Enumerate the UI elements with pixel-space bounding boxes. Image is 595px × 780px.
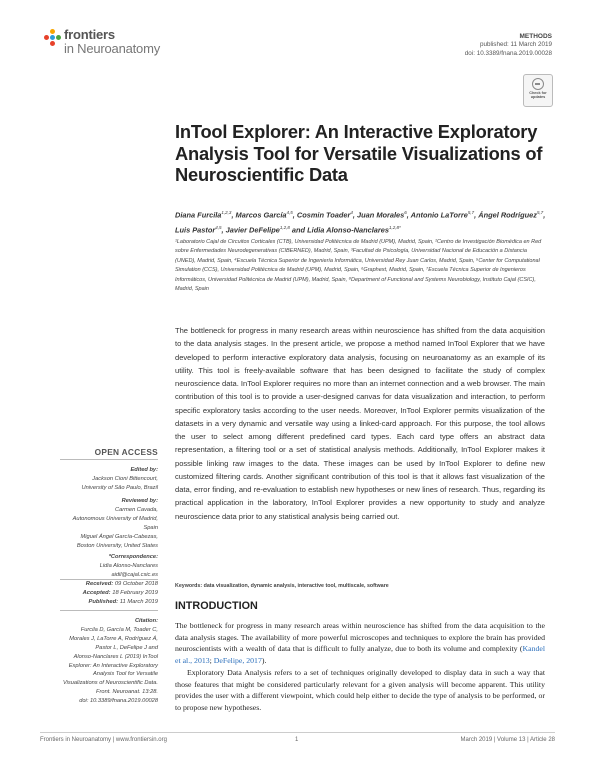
- footer-rule: [40, 732, 555, 733]
- introduction-body: [175, 620, 545, 714]
- footer-volume: March 2019 | Volume 13 | Article 28: [460, 737, 555, 743]
- correspondence-label: *Correspondence:: [108, 554, 158, 560]
- author-affiliation-sup: 6: [404, 210, 407, 215]
- frontiers-logo-icon: [44, 29, 61, 46]
- reviewer-line: Boston University, United States: [76, 542, 158, 549]
- affiliations: ¹Laboratorio Cajal de Circuitos Corticales (CTB), Universidad Politécnica de Madrid (UPM), Madrid, Spain, ²Centro de Investigación Biomédica en Red sobre Enfermedades Neurodegenerativas (CIBERNED), Madrid, Spain, ³Facultad de Psicología, Universidad Nacional de Educación a Distancia (UNED), Madrid, Spain, ⁴Escuela Técnica Superior de Ingeniería Informática, Universidad Rey Juan Carlos, Madrid, Spain, ⁵Center for Computational Simulation (CCS), Universidad Politécnica de Madrid (UPM), Madrid, Spain, ⁶Graphext, Madrid, Spain, ⁷Escuela Técnica Superior de Ingenieros Informáticos, Universidad Politécnica de Madrid (UPM), Madrid, Spain, ⁸Department of Functional and Systems Neurobiology, Instituto Cajal (CSIC), Madrid, Spain: [175, 239, 542, 293]
- doi[interactable]: doi: 10.3389/fnana.2019.00028: [464, 49, 552, 57]
- author-name[interactable]: Cosmin Toader: [296, 210, 351, 220]
- citation-line: Explorer: An Interactive Exploratory: [68, 662, 158, 669]
- published-date: published: 11 March 2019: [480, 41, 552, 49]
- author-name[interactable]: Ángel Rodríguez: [478, 210, 537, 220]
- page-number: 1: [295, 737, 299, 743]
- author-affiliation-sup: 4,5: [286, 210, 293, 215]
- citation: [63, 617, 158, 706]
- author-name[interactable]: Diana Furcila: [175, 210, 222, 220]
- reviewer-line: Spain: [143, 524, 158, 531]
- section-heading-introduction: INTRODUCTION: [175, 600, 258, 612]
- citation-line: Visualizations of Neuroscientific Data.: [62, 680, 158, 687]
- citation-line: Alonso-Nanclares L (2019) InTool: [73, 653, 158, 660]
- author-affiliation-sup: 5,7: [536, 210, 544, 215]
- citation-line: Front. Neuroanat. 13:28.: [96, 689, 158, 696]
- accepted-date: 18 February 2019: [112, 590, 158, 596]
- author-name[interactable]: Lidia Alonso-Nanclares: [307, 225, 389, 235]
- keywords: [175, 583, 545, 589]
- received-date: 09 October 2018: [114, 581, 158, 587]
- keywords-text: data visualization, dynamic analysis, interactive tool, multiscale, software: [203, 583, 389, 589]
- reviewed-by: [73, 497, 158, 550]
- author-affiliation-sup: 1,2,8: [279, 224, 290, 230]
- keywords-label: Keywords:: [175, 583, 203, 589]
- author-affiliation-sup: 1,2,8*: [389, 224, 401, 230]
- check-for-updates-badge[interactable]: [523, 74, 553, 107]
- edited-by-label: Edited by:: [130, 467, 158, 473]
- reviewer-line: Autonomous University of Madrid,: [72, 515, 158, 522]
- author-name[interactable]: Antonio LaTorre: [410, 210, 468, 220]
- badge-line1: Check for: [529, 91, 547, 95]
- author-affiliation-sup: 5,7: [467, 210, 475, 215]
- divider: [60, 610, 158, 611]
- reviewed-by-label: Reviewed by:: [121, 498, 158, 504]
- divider: [60, 459, 158, 460]
- citation-line: Morales J, LaTorre A, Rodríguez Á,: [69, 635, 158, 642]
- badge-line2: updates: [530, 95, 546, 100]
- dates: [83, 580, 158, 607]
- editor-line: University of São Paulo, Brazil: [81, 484, 158, 491]
- correspondence-email[interactable]: aidil@cajal.csic.es: [111, 571, 158, 578]
- abstract: The bottleneck for progress in many research areas within neuroscience has shifted from the data acquisition to the data analysis stages. In the present article, we propose a method named InTool Explorer that we have developed to perform interactive exploratory data analysis, focusing on neuroanatomy as an example of its utility. This tool is freely-available software that has been designed to facilitate the study of complex neuroscience data. InTool Explorer requires no more than an internet connection and a web browser. The main contribution of this tool is to provide a user-designed canvas for data visualization and interaction, to perform specific exploratory tasks according to the user needs. Moreover, InTool Explorer permits visualization of the datasets in a very dynamic and versatile way using a linked-card approach. For this purpose, the tool allows the user to select among different predefined card types. Each card type offers an abstract data representation, a filtering tool or a set of statistical analysis methods. Additionally, InTool Explorer makes it possible linking raw images to the data. These images can be used by InTool Explorer to define new customized filtering cards. Another significant contribution of this tool is that it allows fast visualization of the data, error finding, and re-evaluation to establish new hypotheses or new lines of research. Thus, regarding its practical application in the laboratory, InTool Explorer provides a new opportunity to study and analyze neuroscience data prior to any statistical analysis being carried out.: [175, 326, 545, 521]
- author-name[interactable]: Luis Pastor: [175, 225, 216, 235]
- author-affiliation-sup: 4: [350, 210, 353, 215]
- author-name[interactable]: Javier DeFelipe: [225, 225, 280, 235]
- journal-logo[interactable]: [44, 27, 214, 61]
- reviewer-line: Miguel Ángel García-Cabezas,: [80, 533, 158, 540]
- author-affiliation-sup: 1,2,3: [221, 210, 232, 215]
- published-date: 11 March 2019: [119, 599, 158, 605]
- accepted-label: Accepted:: [82, 590, 111, 596]
- citation-line: Analysis Tool for Versatile: [92, 671, 158, 678]
- open-access-label: OPEN ACCESS: [94, 447, 158, 457]
- citation-link[interactable]: DeFelipe, 2017: [213, 656, 262, 666]
- author-affiliation-sup: 4,5: [215, 224, 222, 230]
- reviewer-line: Carmen Cavada,: [115, 506, 158, 513]
- author-name[interactable]: Juan Morales: [357, 210, 405, 220]
- citation-line: Furcila D, García M, Toader C,: [80, 626, 158, 633]
- check-updates-icon: [532, 78, 544, 90]
- citation-link[interactable]: Kandel et al., 2013: [175, 644, 545, 666]
- edited-by: [82, 466, 159, 493]
- author-name[interactable]: Marcos García: [235, 210, 287, 220]
- citation-label: Citation:: [134, 618, 158, 624]
- citation-line: Pastor L, DeFelipe J and: [95, 644, 158, 651]
- received-label: Received:: [85, 581, 114, 587]
- correspondence: [100, 553, 158, 580]
- logo-text-top: frontiers: [64, 27, 115, 42]
- citation-separator: ;: [209, 656, 214, 666]
- intro-paragraph: [175, 620, 545, 667]
- footer-journal[interactable]: Frontiers in Neuroanatomy | www.frontiersin.org: [40, 737, 167, 743]
- correspondence-line: Lidia Alonso-Nanclares: [99, 562, 158, 569]
- article-type: METHODS: [519, 33, 552, 40]
- intro-text: The bottleneck for progress in many research areas within neuroscience has shifted from the data acquisition to the data analysis stages. The availability of more powerful microscopes and techniques to explore the brain has provided neuroscientists with a wealth of data that is difficult to fully analyze, due to both its volume and complexity (: [175, 621, 545, 654]
- intro-text-end: ).: [261, 656, 267, 666]
- logo-text-bottom: in Neuroanatomy: [64, 41, 160, 56]
- article-title: InTool Explorer: An Interactive Exploratory Analysis Tool for Versatile Visualizations of Neuroscientific Data: [175, 121, 543, 185]
- intro-paragraph: Exploratory Data Analysis refers to a set of techniques originally developed to display data in such a way that those features that might be considered particularly relevant for a given analysis will become apparent. This utility provides the user with a different viewpoint, which could help either to decide the type of analysis to be performed, or to propose new hypotheses.: [175, 667, 545, 712]
- citation-line[interactable]: doi: 10.3389/fnana.2019.00028: [79, 698, 158, 705]
- editor-line: Jackson Cioni Bittencourt,: [92, 475, 158, 482]
- author-list: Diana Furcila$^{1,2,3}$, Marcos García$^{4,5}$, Cosmin Toader$^4$, Juan Morales$^6$, Antonio LaTorre$^{5,7}$, Ángel Rodríguez$^{5,7}$, Luis Pastor$^{4,5}$, Javier DeFelipe$^{1,2,8}$ and Lidia Alonso-Nanclares$^{1,2,8*}$: [175, 210, 546, 235]
- article-meta: [465, 33, 552, 58]
- published-label: Published:: [88, 599, 119, 605]
